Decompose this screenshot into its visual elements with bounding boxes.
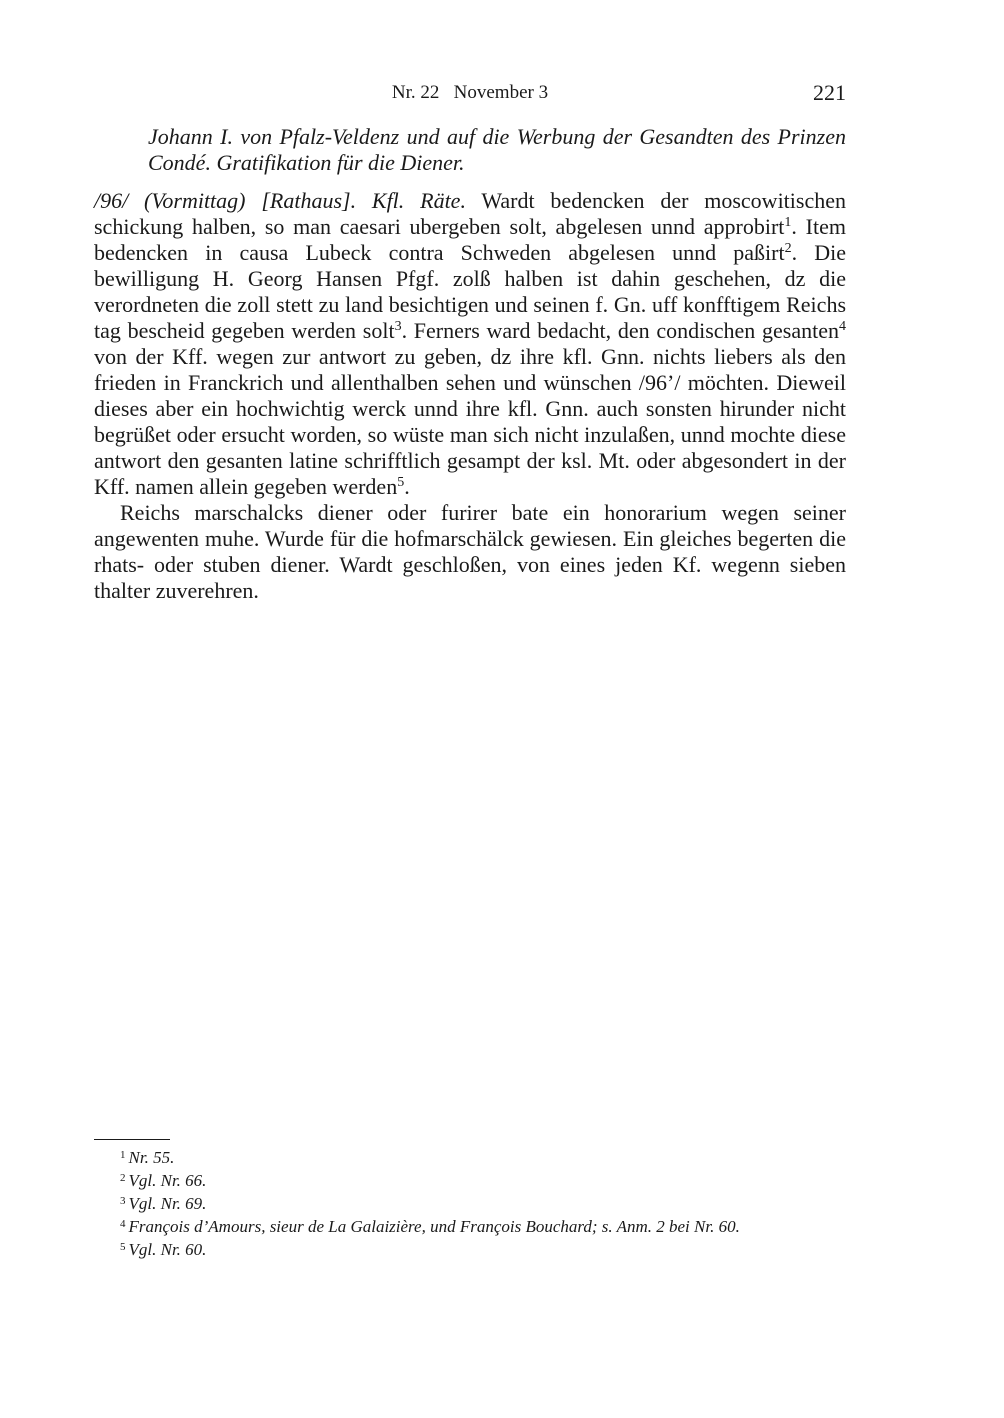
text-segment: . Item bedencken in causa Lubeck contra Schweden abgelesen unnd paßirt [94, 214, 846, 265]
footnote-ref-3: 3 [394, 319, 402, 334]
text-segment: . Die bewilligung H. Georg Hansen Pfgf. zolß halben ist dahin geschehen, dz die verordneten die zoll stett zu land besichtigen und seinen f. Gn. uff konfftigem Reichs tag bescheid gegeben werden solt [94, 240, 847, 343]
page-number: 221 [813, 80, 846, 105]
footnote-text: Vgl. Nr. 60. [128, 1240, 207, 1259]
running-header [94, 80, 846, 106]
footnote-divider [94, 1139, 170, 1140]
text-segment: . Ferners ward bedacht, den condischen gesanten [401, 318, 839, 343]
paragraph-1 [94, 188, 846, 500]
text-segment: . [404, 474, 410, 499]
text-segment: von der Kff. wegen zur antwort zu geben, dz ihre kfl. Gnn. nichts liebers als den frieden in Franckrich und allenthalben sehen und wünschen /96’/ möchten. Dieweil dieses aber ein hochwichtig werck unnd ihre kfl. Gnn. auch sonsten hirunder nicht begrüßet oder ersucht worden, so wüste man sich nicht inzulaßen, unnd mochte diese antwort den gesanten latine schrifftlich gesampt der ksl. Mt. oder abgesondert in der Kff. namen allein gegeben werden [94, 344, 846, 499]
document-subtitle: Johann I. von Pfalz-Veldenz und auf die Werbung der Gesandten des Prinzen Condé. Gratifikation für die Diener. [148, 124, 846, 175]
footnote-text: Vgl. Nr. 69. [128, 1194, 207, 1213]
footnote [120, 1214, 846, 1237]
footnote-ref-4: 4 [839, 319, 846, 334]
footnote-number: 4 [120, 1218, 126, 1230]
footnote-number: 3 [120, 1195, 126, 1207]
running-title: Nr. 22 November 3 [391, 82, 549, 103]
body-text [94, 188, 846, 604]
session-heading: /96/ (Vormittag) [Rathaus]. Kfl. Räte. [94, 188, 466, 213]
footnote-text: Nr. 55. [128, 1148, 175, 1167]
footnotes [120, 1145, 846, 1260]
paragraph-2: Reichs marschalcks diener oder furirer bate ein honorarium wegen seiner angewenten muhe. Wurde für die hofmarschälck gewiesen. Ein gleiches begerten die rhats- oder stuben diener. Wardt geschloßen, von eines jeden Kf. wegenn sieben thalter zuverehren. [94, 500, 846, 603]
footnote-text: François d’Amours, sieur de La Galaizière, und François Bouchard; s. Anm. 2 bei Nr. 60. [128, 1217, 740, 1236]
footnote-text: Vgl. Nr. 66. [128, 1171, 207, 1190]
footnote-number: 1 [120, 1149, 126, 1161]
footnote-ref-1: 1 [784, 215, 792, 230]
footnote [120, 1191, 846, 1214]
footnote-number: 5 [120, 1241, 126, 1253]
document-page [94, 0, 846, 1418]
text-segment: Wardt bedencken der moscowitischen schickung halben, so man caesari ubergeben solt, abgelesen unnd approbirt [94, 188, 846, 239]
footnote-number: 2 [120, 1172, 126, 1184]
footnote [120, 1168, 846, 1191]
footnote-ref-5: 5 [397, 475, 405, 490]
footnote [120, 1237, 846, 1260]
footnote [120, 1145, 846, 1168]
footnote-ref-2: 2 [784, 241, 792, 256]
